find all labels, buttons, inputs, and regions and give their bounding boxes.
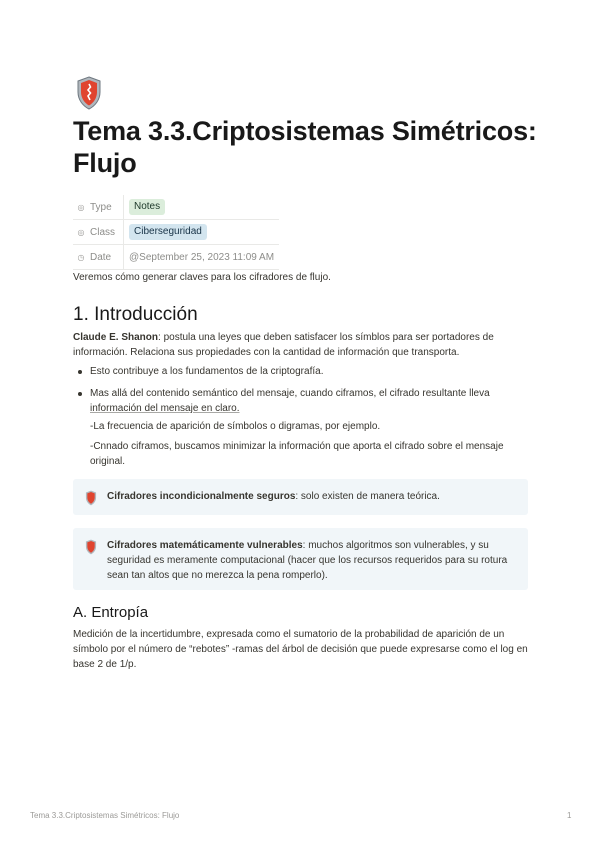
- section-heading: 1. Introducción: [73, 304, 198, 325]
- target-icon: ◎: [77, 227, 85, 237]
- callout-bold: Cifradores incondicionalmente seguros: [107, 491, 296, 502]
- paragraph-text: : postula una leyes que deben satisfacer los símblos para ser portadores de información. Relaciona sus propiedades con la cantidad de información que transporta.: [73, 332, 494, 358]
- intro-text: Veremos cómo generar claves para los cifradores de flujo.: [73, 272, 331, 283]
- callout: [73, 479, 528, 515]
- class-tag[interactable]: Ciberseguridad: [129, 224, 207, 240]
- callout-text: [107, 538, 512, 583]
- author-name: Claude E. Shanon: [73, 332, 159, 343]
- list-item: [78, 386, 538, 416]
- sub-item: -Cnnado ciframos, buscamos minimizar la información que aporta el cifrado sobre el mensaje original.: [90, 441, 504, 467]
- callout: [73, 528, 528, 590]
- property-row-date: [73, 245, 279, 270]
- callout-rest: : solo existen de manera teórica.: [295, 491, 440, 502]
- property-row-class: [73, 220, 279, 245]
- callout-text: [107, 489, 512, 504]
- callout-bold: Cifradores matemáticamente vulnerables: [107, 540, 303, 551]
- shield-icon: [85, 490, 97, 506]
- list-item: [78, 364, 538, 379]
- shield-icon: [85, 539, 97, 555]
- underlined-text: información del mensaje en claro.: [90, 403, 240, 414]
- type-tag[interactable]: Notes: [129, 199, 165, 215]
- subsection-heading: A. Entropía: [73, 604, 149, 621]
- sub-item: -La frecuencia de aparición de símbolos o digramas, por ejemplo.: [90, 421, 381, 432]
- callout-rest: : muchos algoritmos son vulnerables, y su seguridad es meramente computacional (hacer que los recursos requeridos para su rotura sean tan altos que no merezca la pena romperlo).: [107, 540, 508, 581]
- property-key: Date: [90, 251, 112, 263]
- bullet-dot: [78, 370, 82, 374]
- shield-icon: [76, 76, 102, 110]
- properties-table: [73, 195, 279, 270]
- entropy-paragraph: Medición de la incertidumbre, expresada como el sumatorio de la probabilidad de aparición de un símbolo por el número de “rebotes” -ramas del árbol de decisión que puede expresarse como el log en base 2 de 1/p.: [73, 629, 528, 670]
- clock-icon: ◷: [77, 252, 85, 262]
- intro-paragraph: [73, 330, 533, 360]
- property-key: Class: [90, 226, 116, 238]
- target-icon: ◎: [77, 202, 85, 212]
- footer-title: Tema 3.3.Criptosistemas Simétricos: Flujo: [30, 811, 180, 820]
- property-key: Type: [90, 201, 112, 213]
- page-title: Tema 3.3.Criptosistemas Simétricos: Flujo: [73, 116, 537, 178]
- page-number: 1: [567, 811, 572, 820]
- list-item-text: Esto contribuye a los fundamentos de la criptografía.: [90, 366, 324, 377]
- date-value[interactable]: @September 25, 2023 11:09 AM: [129, 251, 275, 263]
- bullet-dot: [78, 392, 82, 396]
- list-item-text: [90, 386, 538, 416]
- property-row-type: [73, 195, 279, 220]
- list-item-text-part: Mas allá del contenido semántico del mensaje, cuando ciframos, el cifrado resultante lleva: [90, 388, 490, 399]
